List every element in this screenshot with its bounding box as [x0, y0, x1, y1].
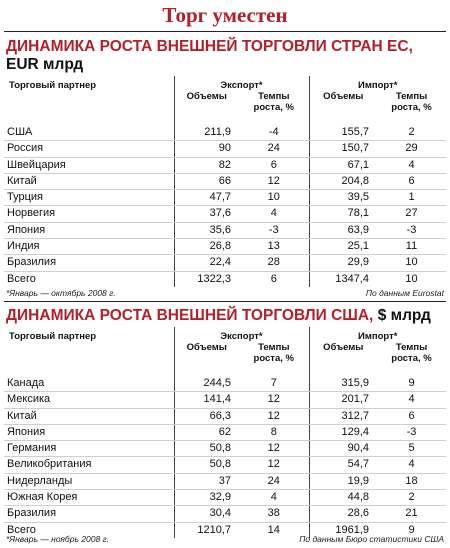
import-volume-cell: 201,7 [309, 392, 377, 408]
eu-export-header: Экспорт* [174, 76, 309, 91]
table-row [4, 255, 446, 271]
eu-export-rate-header-line1: Темпы [258, 91, 290, 102]
import-volume-cell: 155,7 [309, 125, 377, 141]
eu-import-rate-header [377, 91, 446, 117]
export-rate-cell: -3 [239, 222, 309, 238]
table-row [4, 157, 446, 173]
us-title [6, 307, 431, 324]
import-rate-cell: -3 [377, 222, 446, 238]
eu-title-text: ДИНАМИКА РОСТА ВНЕШНЕЙ ТОРГОВЛИ СТРАН ЕС, [6, 38, 413, 55]
import-rate-cell: 4 [377, 157, 446, 173]
import-volume-cell: 29,9 [309, 255, 377, 271]
partner-cell: Швейцария [4, 157, 174, 173]
table-row [4, 408, 446, 424]
import-rate-cell: 27 [377, 206, 446, 222]
us-export-rate-header-line2: роста, % [253, 353, 294, 364]
import-volume-cell: 28,6 [309, 506, 377, 522]
import-volume-cell: 25,1 [309, 239, 377, 255]
eu-header-row-1 [4, 76, 446, 91]
partner-cell: Нидерланды [4, 473, 174, 489]
eu-import-rate-header-line2: роста, % [391, 102, 432, 113]
us-export-volume-header: Объемы [174, 342, 239, 368]
partner-cell: Южная Корея [4, 490, 174, 506]
eu-trade-table [4, 76, 446, 287]
us-import-volume-header: Объемы [309, 342, 377, 368]
import-volume-cell: 54,7 [309, 457, 377, 473]
headline: Торг уместен [162, 3, 288, 27]
eu-unit-text: EUR млрд [6, 56, 84, 73]
eu-export-rate-header-line2: роста, % [253, 102, 294, 113]
export-rate-cell: 4 [239, 206, 309, 222]
eu-source: По данным Eurostat [365, 288, 444, 298]
partner-cell: Канада [4, 376, 174, 392]
export-rate-cell: 4 [239, 490, 309, 506]
import-volume-cell: 312,7 [309, 408, 377, 424]
export-rate-cell: 28 [239, 255, 309, 271]
import-rate-cell: 21 [377, 506, 446, 522]
import-volume-cell: 129,4 [309, 424, 377, 440]
us-source: По данным Бюро статистики США [299, 534, 444, 544]
partner-cell: Норвегия [4, 206, 174, 222]
us-export-rate-header-line1: Темпы [258, 342, 290, 353]
export-volume-cell: 47,7 [174, 190, 239, 206]
import-rate-cell: 9 [408, 523, 415, 536]
table-row [4, 506, 446, 522]
table-row [4, 490, 446, 506]
eu-import-header: Импорт* [309, 76, 446, 91]
import-volume-cell: 90,4 [309, 441, 377, 457]
import-rate-cell: 4 [377, 392, 446, 408]
export-rate-cell: 7 [239, 376, 309, 392]
import-rate-cell: 18 [377, 473, 446, 489]
table-row [4, 271, 446, 287]
import-rate-cell: 6 [377, 408, 446, 424]
export-volume-cell: 1210,7 [174, 522, 239, 538]
export-volume-cell: 90 [174, 141, 239, 157]
export-rate-cell: 8 [239, 424, 309, 440]
partner-cell: Бразилия [4, 255, 174, 271]
us-export-header: Экспорт* [174, 327, 309, 342]
import-rate-cell: 29 [377, 141, 446, 157]
import-rate-cell: 6 [377, 173, 446, 189]
export-volume-cell: 30,4 [174, 506, 239, 522]
import-volume-cell: 19,9 [309, 473, 377, 489]
export-volume-cell: 50,8 [174, 457, 239, 473]
partner-cell: Всего [7, 523, 36, 536]
export-volume-cell: 1322,3 [174, 271, 239, 287]
import-rate-cell: 10 [377, 255, 446, 271]
import-volume-cell: 150,7 [309, 141, 377, 157]
partner-cell: Россия [4, 141, 174, 157]
export-volume-cell: 26,8 [174, 239, 239, 255]
import-volume-cell: 204,8 [309, 173, 377, 189]
table-row [4, 125, 446, 141]
partner-cell: Великобритания [4, 457, 174, 473]
export-volume-cell: 211,9 [174, 125, 239, 141]
export-rate-cell: 13 [239, 239, 309, 255]
import-rate-cell: -3 [377, 424, 446, 440]
export-rate-cell: 12 [239, 173, 309, 189]
import-rate-cell: 1 [377, 190, 446, 206]
export-volume-cell: 82 [174, 157, 239, 173]
table-row [4, 392, 446, 408]
table-row [4, 424, 446, 440]
import-volume-cell: 78,1 [309, 206, 377, 222]
eu-import-rate-header-line1: Темпы [395, 91, 428, 102]
import-rate-cell: 2 [377, 490, 446, 506]
partner-cell: Китай [4, 173, 174, 189]
eu-partner-header: Торговый партнер [9, 80, 97, 91]
export-volume-cell: 141,4 [174, 392, 239, 408]
eu-export-volume-header: Объемы [174, 91, 239, 117]
us-import-header: Импорт* [309, 327, 446, 342]
import-rate-cell: 5 [377, 441, 446, 457]
import-rate-cell: 4 [377, 457, 446, 473]
us-import-rate-header-line2: роста, % [391, 353, 432, 364]
export-rate-cell: 24 [239, 473, 309, 489]
eu-footnote: *Январь — октябрь 2008 г. [6, 288, 116, 298]
import-volume-cell: 39,5 [309, 190, 377, 206]
export-rate-cell: 10 [239, 190, 309, 206]
us-footnote: *Январь — ноябрь 2008 г. [6, 534, 110, 544]
eu-title [6, 38, 413, 55]
import-volume-cell: 315,9 [309, 376, 377, 392]
export-rate-cell: 14 [267, 523, 280, 536]
us-export-rate-header [239, 342, 309, 368]
import-volume-cell: 63,9 [309, 222, 377, 238]
partner-cell: Турция [4, 190, 174, 206]
import-volume-cell: 44,8 [309, 490, 377, 506]
export-rate-cell: 6 [239, 157, 309, 173]
table-row [4, 376, 446, 392]
export-rate-cell: 6 [270, 272, 277, 285]
eu-export-rate-header [239, 91, 309, 117]
partner-cell: Всего [7, 272, 36, 285]
export-volume-cell: 62 [174, 424, 239, 440]
eu-import-volume-header: Объемы [309, 91, 377, 117]
partner-cell: Мексика [4, 392, 174, 408]
export-volume-cell: 66 [174, 173, 239, 189]
import-rate-cell: 11 [377, 239, 446, 255]
export-volume-cell: 32,9 [174, 490, 239, 506]
us-import-rate-header-line1: Темпы [395, 342, 428, 353]
export-rate-cell: 12 [239, 441, 309, 457]
eu-unit [6, 56, 83, 73]
export-volume-cell: 37 [174, 473, 239, 489]
import-rate-cell: 10 [405, 272, 418, 285]
table-row [4, 190, 446, 206]
partner-cell: США [4, 125, 174, 141]
us-unit-text: $ млрд [377, 307, 431, 324]
partner-cell: Индия [4, 239, 174, 255]
export-rate-cell: 38 [239, 506, 309, 522]
export-volume-cell: 244,5 [174, 376, 239, 392]
export-rate-cell: -4 [239, 125, 309, 141]
export-rate-cell: 12 [239, 408, 309, 424]
us-header-row-1 [4, 327, 446, 342]
partner-cell: Бразилия [4, 506, 174, 522]
table-row [4, 141, 446, 157]
table-row [4, 206, 446, 222]
table-row [4, 473, 446, 489]
export-rate-cell: 12 [239, 457, 309, 473]
import-rate-cell: 2 [377, 125, 446, 141]
table-row [4, 222, 446, 238]
us-title-text: ДИНАМИКА РОСТА ВНЕШНЕЙ ТОРГОВЛИ США, [6, 307, 374, 324]
export-volume-cell: 50,8 [174, 441, 239, 457]
partner-cell: Германия [4, 441, 174, 457]
table-row [4, 239, 446, 255]
export-volume-cell: 22,4 [174, 255, 239, 271]
table-row [4, 173, 446, 189]
export-volume-cell: 35,6 [174, 222, 239, 238]
us-import-rate-header [377, 342, 446, 368]
partner-cell: Япония [4, 222, 174, 238]
export-rate-cell: 12 [239, 392, 309, 408]
export-volume-cell: 37,6 [174, 206, 239, 222]
section-divider [4, 301, 446, 302]
us-partner-header: Торговый партнер [9, 331, 97, 342]
table-row [4, 441, 446, 457]
us-trade-table [4, 327, 446, 538]
import-volume-cell: 67,1 [309, 157, 377, 173]
export-volume-cell: 66,3 [174, 408, 239, 424]
partner-cell: Китай [4, 408, 174, 424]
table-row [4, 457, 446, 473]
import-rate-cell: 9 [377, 376, 446, 392]
partner-cell: Япония [4, 424, 174, 440]
import-volume-cell: 1347,4 [309, 271, 377, 287]
import-volume-cell: 1961,9 [309, 522, 377, 538]
headline-rule [4, 31, 446, 32]
export-rate-cell: 24 [239, 141, 309, 157]
